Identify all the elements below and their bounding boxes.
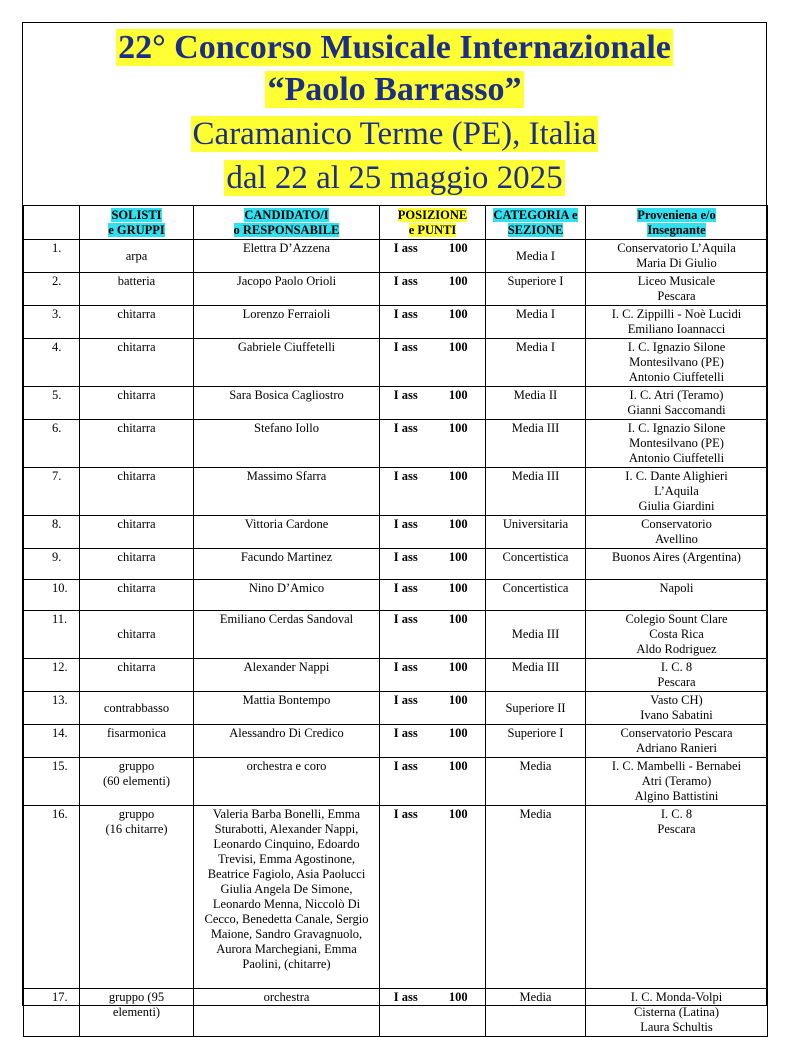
location-line: Caramanico Terme (PE), Italia [192, 116, 597, 152]
candidate-cell: Emiliano Cerdas Sandoval [194, 611, 380, 659]
instrument-cell: gruppo (60 elementi) [80, 758, 194, 806]
table-header-row [24, 206, 768, 240]
row-number: 11. [24, 611, 80, 659]
category-cell: Media I [486, 240, 586, 273]
table-row [24, 549, 768, 580]
document-frame [22, 22, 767, 1034]
origin-cell: I. C. 8 Pescara [586, 806, 768, 989]
instrument-cell: chitarra [80, 659, 194, 692]
category-cell: Media I [486, 339, 586, 387]
row-number: 5. [24, 387, 80, 420]
candidate-cell: Massimo Sfarra [194, 468, 380, 516]
origin-cell: Vasto CH) Ivano Sabatini [586, 692, 768, 725]
row-number: 7. [24, 468, 80, 516]
table-row [24, 240, 768, 273]
table-row [24, 611, 768, 659]
candidate-cell: Stefano Iollo [194, 420, 380, 468]
category-cell: Media I [486, 306, 586, 339]
dates-line: dal 22 al 25 maggio 2025 [226, 160, 563, 196]
category-cell: Media III [486, 659, 586, 692]
table-row [24, 580, 768, 611]
position-cell: I ass [380, 611, 432, 659]
table-row [24, 306, 768, 339]
candidate-cell: Nino D’Amico [194, 580, 380, 611]
position-cell: I ass [380, 549, 432, 580]
position-cell: I ass [380, 420, 432, 468]
table-row [24, 387, 768, 420]
position-cell: I ass [380, 240, 432, 273]
origin-cell: I. C. Zippilli - Noè Lucidi Emiliano Ioannacci [586, 306, 768, 339]
instrument-cell: chitarra [80, 611, 194, 659]
table-row [24, 692, 768, 725]
table-row [24, 468, 768, 516]
row-number: 17. [24, 989, 80, 1037]
position-cell: I ass [380, 516, 432, 549]
row-number: 9. [24, 549, 80, 580]
table-row [24, 273, 768, 306]
points-cell: 100 [432, 580, 486, 611]
row-number: 4. [24, 339, 80, 387]
position-cell: I ass [380, 989, 432, 1037]
position-cell: I ass [380, 758, 432, 806]
origin-cell: I. C. Atri (Teramo) Gianni Saccomandi [586, 387, 768, 420]
points-cell: 100 [432, 806, 486, 989]
header-posizione: POSIZIONE e PUNTI [380, 206, 486, 240]
category-cell: Media III [486, 468, 586, 516]
category-cell: Universitaria [486, 516, 586, 549]
instrument-cell: chitarra [80, 516, 194, 549]
points-cell: 100 [432, 758, 486, 806]
instrument-cell: fisarmonica [80, 725, 194, 758]
title-line-2: “Paolo Barrasso” [267, 71, 522, 108]
row-number: 14. [24, 725, 80, 758]
position-cell: I ass [380, 580, 432, 611]
row-number: 6. [24, 420, 80, 468]
points-cell: 100 [432, 420, 486, 468]
points-cell: 100 [432, 659, 486, 692]
table-row [24, 516, 768, 549]
row-number: 10. [24, 580, 80, 611]
points-cell: 100 [432, 387, 486, 420]
instrument-cell: chitarra [80, 549, 194, 580]
title-line-1: 22° Concorso Musicale Internazionale [118, 29, 671, 66]
position-cell: I ass [380, 806, 432, 989]
candidate-cell: orchestra [194, 989, 380, 1037]
category-cell: Superiore I [486, 725, 586, 758]
points-cell: 100 [432, 725, 486, 758]
category-cell: Media [486, 758, 586, 806]
points-cell: 100 [432, 549, 486, 580]
table-row [24, 725, 768, 758]
candidate-cell: Elettra D’Azzena [194, 240, 380, 273]
category-cell: Media III [486, 611, 586, 659]
candidate-cell: orchestra e coro [194, 758, 380, 806]
row-number: 13. [24, 692, 80, 725]
points-cell: 100 [432, 273, 486, 306]
table-row [24, 420, 768, 468]
position-cell: I ass [380, 659, 432, 692]
origin-cell: I. C. Mambelli - Bernabei Atri (Teramo) Algino Battistini [586, 758, 768, 806]
origin-cell: Conservatorio Avellino [586, 516, 768, 549]
category-cell: Media [486, 989, 586, 1037]
table-row [24, 989, 768, 1037]
position-cell: I ass [380, 339, 432, 387]
row-number: 1. [24, 240, 80, 273]
origin-cell: I. C. 8 Pescara [586, 659, 768, 692]
header-provenienza: Proveniena e/o Insegnante [586, 206, 768, 240]
origin-cell: Colegio Sount Clare Costa Rica Aldo Rodriguez [586, 611, 768, 659]
points-cell: 100 [432, 611, 486, 659]
origin-cell: I. C. Monda-Volpi Cisterna (Latina) Laura Schultis [586, 989, 768, 1037]
table-row [24, 339, 768, 387]
candidate-cell: Facundo Martinez [194, 549, 380, 580]
position-cell: I ass [380, 306, 432, 339]
candidate-cell: Lorenzo Ferraioli [194, 306, 380, 339]
document-header [23, 23, 766, 206]
table-row [24, 659, 768, 692]
instrument-cell: chitarra [80, 580, 194, 611]
origin-cell: Conservatorio L’Aquila Maria Di Giulio [586, 240, 768, 273]
category-cell: Concertistica [486, 580, 586, 611]
results-table [23, 205, 768, 1037]
instrument-cell: arpa [80, 240, 194, 273]
instrument-cell: gruppo (16 chitarre) [80, 806, 194, 989]
origin-cell: I. C. Ignazio Silone Montesilvano (PE) Antonio Ciuffetelli [586, 339, 768, 387]
table-row [24, 806, 768, 989]
category-cell: Media II [486, 387, 586, 420]
row-number: 3. [24, 306, 80, 339]
points-cell: 100 [432, 339, 486, 387]
points-cell: 100 [432, 692, 486, 725]
origin-cell: I. C. Dante Alighieri L’Aquila Giulia Giardini [586, 468, 768, 516]
candidate-cell: Vittoria Cardone [194, 516, 380, 549]
origin-cell: Napoli [586, 580, 768, 611]
position-cell: I ass [380, 692, 432, 725]
candidate-cell: Mattia Bontempo [194, 692, 380, 725]
points-cell: 100 [432, 468, 486, 516]
points-cell: 100 [432, 516, 486, 549]
candidate-cell: Valeria Barba Bonelli, Emma Sturabotti, Alexander Nappi, Leonardo Cinquino, Edoardo Trevisi, Emma Agostinone, Beatrice Fagiolo, Asia Paolucci Giulia Angela De Simone, Leonardo Menna, Niccolò Di Cecco, Benedetta Canale, Sergio Maione, Sandro Gravagnuolo, Aurora Marchegiani, Emma Paolini, (chitarre) [194, 806, 380, 989]
points-cell: 100 [432, 989, 486, 1037]
row-number: 12. [24, 659, 80, 692]
points-cell: 100 [432, 240, 486, 273]
position-cell: I ass [380, 387, 432, 420]
category-cell: Media III [486, 420, 586, 468]
candidate-cell: Gabriele Ciuffetelli [194, 339, 380, 387]
header-empty [24, 206, 80, 240]
instrument-cell: chitarra [80, 306, 194, 339]
candidate-cell: Sara Bosica Cagliostro [194, 387, 380, 420]
origin-cell: Buonos Aires (Argentina) [586, 549, 768, 580]
position-cell: I ass [380, 725, 432, 758]
header-solisti: SOLISTI e GRUPPI [80, 206, 194, 240]
position-cell: I ass [380, 468, 432, 516]
candidate-cell: Alessandro Di Credico [194, 725, 380, 758]
candidate-cell: Jacopo Paolo Orioli [194, 273, 380, 306]
row-number: 2. [24, 273, 80, 306]
candidate-cell: Alexander Nappi [194, 659, 380, 692]
row-number: 16. [24, 806, 80, 989]
table-row [24, 758, 768, 806]
category-cell: Media [486, 806, 586, 989]
instrument-cell: batteria [80, 273, 194, 306]
points-cell: 100 [432, 306, 486, 339]
instrument-cell: chitarra [80, 468, 194, 516]
category-cell: Superiore II [486, 692, 586, 725]
origin-cell: Conservatorio Pescara Adriano Ranieri [586, 725, 768, 758]
instrument-cell: chitarra [80, 387, 194, 420]
header-candidato: CANDIDATO/I o RESPONSABILE [194, 206, 380, 240]
instrument-cell: chitarra [80, 420, 194, 468]
header-categoria: CATEGORIA e SEZIONE [486, 206, 586, 240]
position-cell: I ass [380, 273, 432, 306]
instrument-cell: gruppo (95 elementi) [80, 989, 194, 1037]
instrument-cell: chitarra [80, 339, 194, 387]
row-number: 15. [24, 758, 80, 806]
category-cell: Superiore I [486, 273, 586, 306]
instrument-cell: contrabbasso [80, 692, 194, 725]
origin-cell: Liceo Musicale Pescara [586, 273, 768, 306]
origin-cell: I. C. Ignazio Silone Montesilvano (PE) Antonio Ciuffetelli [586, 420, 768, 468]
category-cell: Concertistica [486, 549, 586, 580]
row-number: 8. [24, 516, 80, 549]
